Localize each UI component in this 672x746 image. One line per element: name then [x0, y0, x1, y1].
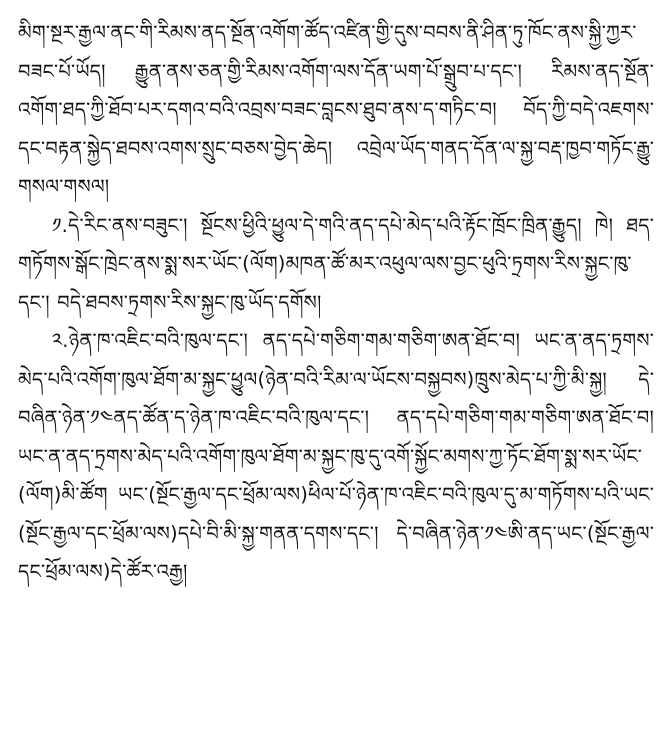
paragraph-item-2: ༢.ཉེན་ཁ་འཇིང་བའི་ཁུལ་དང་། ནད་དཔེ་གཅིག་གམ་གཅིག་ཨན་ཐོང་བ། ཡང་ན་ནད་ཏྲགས་མེད་པའི་འགོག་ཁུལ་ཐོག་མ་སྐྱང་ཕྱུལ(ཉེན་བའི་རིམ་ལ་ཡོངས་བསྐྱབས)ཁྲུས་མེད་པ་ཀྱི་མི་སྐྱ། དེ་བཞིན་ཉེན་༡༤ནད་ཚོན་ད་ཉེན་ཁ་འཇིང་བའི་ཁུལ་དང་། ནད་དཔེ་གཅིག་གམ་གཅིག་ཨན་ཐོང་བ། ཡང་ན་ནད་ཏྲགས་མེད་པའི་འགོག་ཁུལ་ཐོག་མ་སྐྱང་ཁུ་དུ་འགོ་སྐྱོང་མགས་ཀྱ་ཏོང་ཐོག་སྨ་སར་ཡོང་(ལོག)མི་ཚོག ཡང་(སྔོང་རྒྱལ་དང་ཕྲོམ་ལས)ཕིལ་པོ་ཉེན་ཁ་འཇིང་བའི་ཁུལ་དུ་མ་གཏོགས་པའི་ཡང་(སྔོང་རྒྱལ་དང་ཕྲོམ་ལས)དཔེ་བི་མི་སྐྱ་གནན་དགས་དང་། དེ་བཞིན་ཉེན་༡༤ཨི་ནད་ཡང་(སྔོང་རྒྱལ་དང་ཕྲོམ་ལས)དེ་ཚོར་འརྒྱ།: [18, 329, 654, 583]
paragraph-intro: མིག་སྔར་རྒྱལ་ནང་གི་རིམས་ནད་སྔོན་འགོག་ཚོད་འཛིན་གྱི་དུས་བབས་ནི་ཤིན་ཏུ་ཁོང་ནས་སྐྱི་ཀྱར་བཟང་པོ་ཡོད། རྒྱུན་ནས་ཅན་གྱི་རིམས་འགོག་ལས་དོན་ཡག་པོ་སྒྲུབ་པ་དང་། རིམས་ནད་སྔོན་འགོག་ཐད་ཀྱི་ཐོབ་པར་དགའ་བའི་འབྲས་བཟང་བླངས་ཐུབ་ནས་ད་གཏིང་བ། བོད་ཀྱི་བདེ་འཇགས་དང་བརྟན་སྐྱེད་ཐབས་འགས་སྲུང་བཅས་བྱེད་ཆེད། འབྲེལ་ཡོད་གནད་དོན་ལ་སྐྱ་བརྡ་ཁྱབ་གཏོང་རྒྱུ་གསལ་གསལ།: [18, 21, 654, 198]
paragraph-item-1: ༡.དེ་རིང་ནས་བཟུང་། སྔོངས་ཕྱིའི་ཕྱུལ་དེ་གའི་ནད་དཔེ་མེད་པའི་རྟོང་ཁྲོང་ཁྲིན་རྒྱུད། ཁེ། ཐད་གཏོགས་སྒོང་ཁྲེང་ནས་སྨ་སར་ཡོང་(ལོག)མཁན་ཚོ་མར་འཕུལ་ལས་བྱང་ཕུའི་ཏྲགས་རིས་སྐྱང་ཁུ་དང་། བདེ་ཐབས་ཏྲགས་རིས་སྐྱང་ཁུ་ཡོད་དགོས།: [18, 213, 654, 314]
